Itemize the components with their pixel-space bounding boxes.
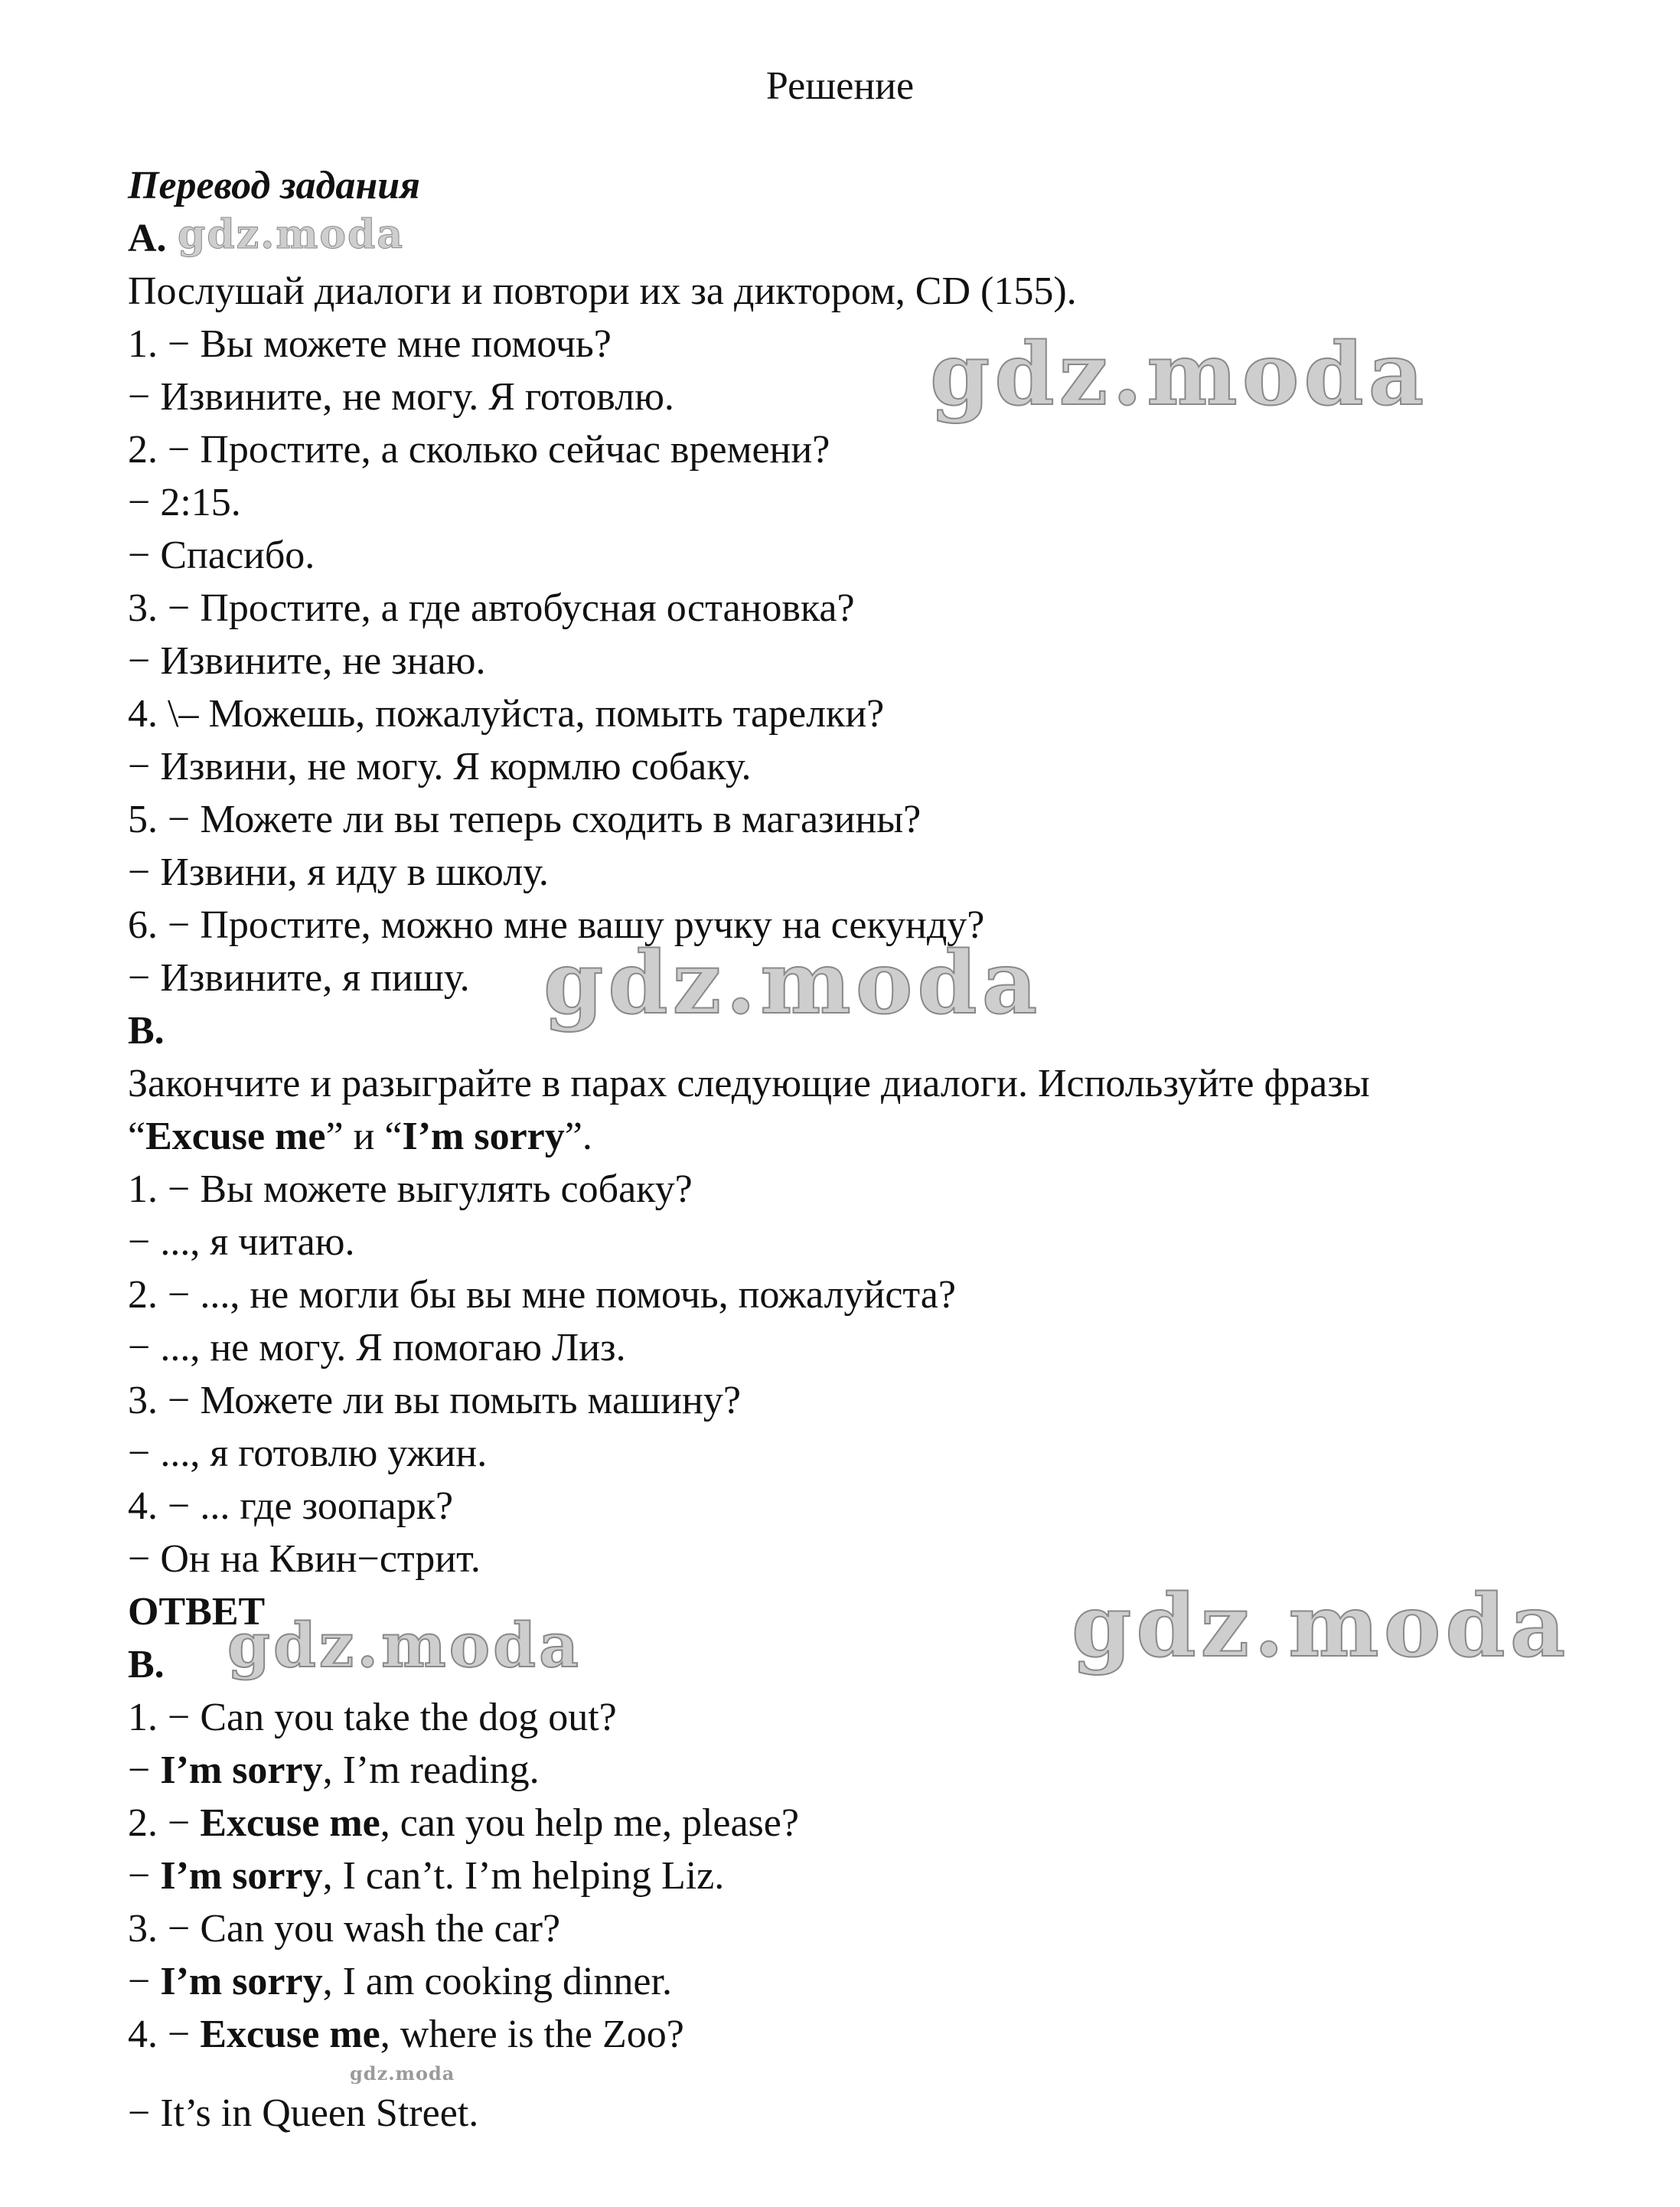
text-segment: − Извини, не могу. Я кормлю собаку. [128, 745, 752, 788]
text-line [128, 687, 1619, 740]
text-line [128, 793, 1619, 846]
text-segment: B. [128, 1009, 165, 1053]
text-segment: − Извините, я пишу. [128, 956, 470, 1000]
text-line [128, 476, 1619, 529]
text-segment: − ..., я готовлю ужин. [128, 1432, 488, 1475]
text-line [128, 1004, 1619, 1057]
text-segment: 3. − Можете ли вы помыть машину? [128, 1379, 741, 1422]
text-line [128, 1797, 1619, 1850]
text-segment: “ [128, 1115, 146, 1158]
text-line [128, 2008, 1619, 2061]
text-line [128, 1744, 1619, 1797]
text-segment: I’m sorry [160, 1748, 323, 1792]
text-segment: − [128, 1854, 161, 1898]
text-line [128, 1374, 1619, 1427]
text-segment: 3. − Простите, а где автобусная остановка? [128, 586, 855, 630]
text-segment: − [128, 1960, 161, 2003]
text-line [128, 1638, 1619, 1691]
text-line [128, 1216, 1619, 1268]
text-segment: − 2:15. [128, 481, 241, 524]
text-line [128, 846, 1619, 899]
text-segment: − ..., я читаю. [128, 1220, 355, 1264]
text-line [128, 1057, 1619, 1110]
text-line [128, 899, 1619, 952]
text-line [128, 740, 1619, 793]
text-segment: 3. − Can you wash the car? [128, 1907, 561, 1951]
text-segment: ”. [564, 1115, 592, 1158]
watermark-gdz-moda: gdz.moda [543, 933, 1042, 1033]
text-line [128, 1480, 1619, 1533]
text-segment: Перевод задания [128, 164, 420, 207]
text-line [128, 1902, 1619, 1955]
text-line [128, 212, 1619, 265]
text-segment: 1. − Can you take the dog out? [128, 1696, 617, 1739]
watermark-gdz-moda: gdz.moda [930, 325, 1429, 425]
text-line [128, 1691, 1619, 1744]
text-line [128, 582, 1619, 635]
text-line [128, 265, 1619, 318]
text-segment: 5. − Можете ли вы теперь сходить в магазины? [128, 798, 922, 841]
text-line [128, 318, 1619, 371]
text-segment: 2. − Простите, а сколько сейчас времени? [128, 428, 830, 472]
text-segment: − Извините, не знаю. [128, 639, 486, 683]
text-segment: A. [128, 217, 167, 260]
text-segment: − Он на Квин−стрит. [128, 1537, 481, 1581]
text-line [128, 159, 1619, 212]
text-line [128, 371, 1619, 423]
text-line [128, 635, 1619, 687]
watermark-gdz-moda: gdz.moda [227, 1609, 582, 1681]
text-line [128, 1585, 1619, 1638]
text-segment: 4. − [128, 2013, 201, 2056]
text-segment: , where is the Zoo? [380, 2013, 684, 2056]
text-line [128, 529, 1619, 582]
watermark-gdz-moda: gdz.moda [178, 211, 405, 258]
text-line [128, 1110, 1619, 1163]
text-segment: B. [128, 1643, 165, 1686]
text-segment: ” и “ [325, 1115, 403, 1158]
text-line [128, 1321, 1619, 1374]
text-line [128, 1850, 1619, 1902]
text-segment: 4. \– Можешь, пожалуйста, помыть тарелки? [128, 692, 885, 736]
text-segment: Excuse me [200, 2013, 380, 2056]
text-segment: , I can’t. I’m helping Liz. [322, 1854, 725, 1898]
text-segment: , I’m reading. [322, 1748, 540, 1792]
watermark-gdz-moda-small: gdz.moda [350, 2062, 455, 2085]
text-line [128, 1533, 1619, 1585]
text-segment: − It’s in Queen Street. [128, 2091, 479, 2135]
text-segment: Закончите и разыграйте в парах следующие диалоги. Используйте фразы [128, 1062, 1370, 1105]
text-segment: , can you help me, please? [380, 1801, 799, 1845]
text-body [0, 159, 1680, 2140]
text-segment: I’m sorry [402, 1115, 565, 1158]
text-segment: − Извини, я иду в школу. [128, 850, 549, 894]
text-segment: I’m sorry [160, 1960, 323, 2003]
page-title: Решение [765, 64, 915, 108]
text-line [128, 423, 1619, 476]
text-segment: I’m sorry [160, 1854, 323, 1898]
text-segment: − [128, 1748, 161, 1792]
text-segment: , I am cooking dinner. [322, 1960, 672, 2003]
text-segment: 1. − Вы можете мне помочь? [128, 322, 612, 366]
text-segment: Excuse me [200, 1801, 380, 1845]
text-line [128, 1268, 1619, 1321]
text-segment: 2. − [128, 1801, 201, 1845]
text-segment: 4. − ... где зоопарк? [128, 1484, 454, 1528]
text-segment: Excuse me [145, 1115, 326, 1158]
text-segment: − Извините, не могу. Я готовлю. [128, 375, 674, 419]
text-segment: ОТВЕТ [128, 1590, 266, 1634]
text-segment: − Спасибо. [128, 534, 315, 577]
watermark-gdz-moda: gdz.moda [1072, 1576, 1571, 1676]
text-line [128, 2087, 1619, 2140]
text-segment: − ..., не могу. Я помогаю Лиз. [128, 1326, 626, 1370]
text-line [128, 1427, 1619, 1480]
text-segment: Послушай диалоги и повтори их за диктором, CD (155). [128, 269, 1077, 313]
text-line [128, 952, 1619, 1004]
text-segment: 2. − ..., не могли бы вы мне помочь, пожалуйста? [128, 1273, 956, 1317]
text-segment: 6. − Простите, можно мне вашу ручку на секунду? [128, 903, 985, 947]
text-segment: 1. − Вы можете выгулять собаку? [128, 1167, 693, 1211]
text-line [128, 1955, 1619, 2008]
text-line [128, 1163, 1619, 1216]
